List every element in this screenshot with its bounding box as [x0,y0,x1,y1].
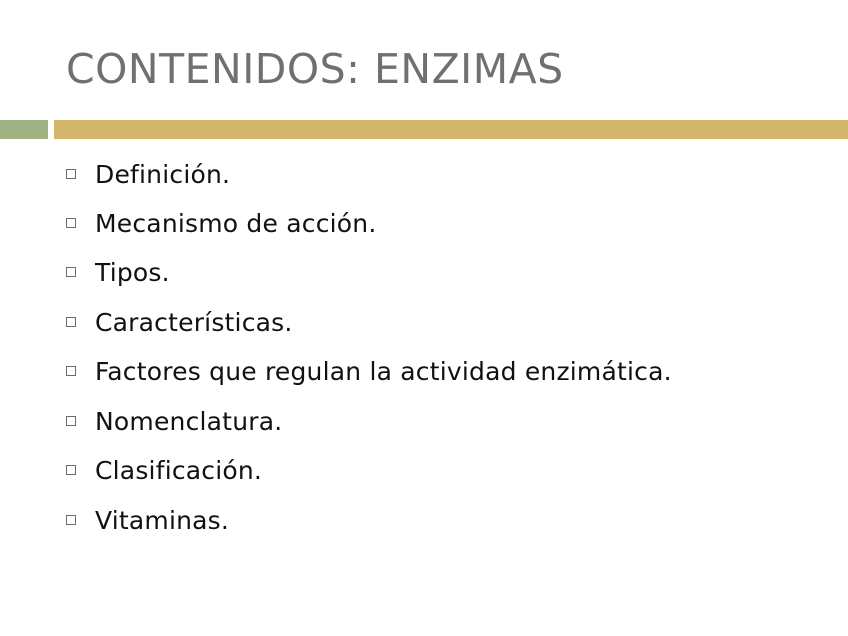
list-item [66,453,262,487]
bullet-text: Tipos. [95,257,170,287]
list-item [66,206,376,240]
bullet-text: Clasificación. [95,455,263,485]
bullet-text: Mecanismo de acción. [95,208,377,238]
hollow-square-icon [66,267,76,277]
bullet-text: Definición. [95,159,231,189]
list-item [66,503,229,537]
list-item [66,354,672,388]
slide-title: CONTENIDOS: ENZIMAS [66,45,564,93]
bullet-text: Nomenclatura. [95,406,283,436]
title-divider-right-accent [54,120,848,139]
list-item [66,157,230,191]
list-item [66,255,170,289]
hollow-square-icon [66,416,76,426]
hollow-square-icon [66,317,76,327]
hollow-square-icon [66,169,76,179]
hollow-square-icon [66,218,76,228]
bullet-text: Características. [95,307,293,337]
list-item [66,305,293,339]
bullet-text: Factores que regulan la actividad enzimática. [95,356,672,386]
hollow-square-icon [66,515,76,525]
hollow-square-icon [66,465,76,475]
hollow-square-icon [66,366,76,376]
list-item [66,404,282,438]
title-divider-left-accent [0,120,48,139]
bullet-text: Vitaminas. [95,505,230,535]
